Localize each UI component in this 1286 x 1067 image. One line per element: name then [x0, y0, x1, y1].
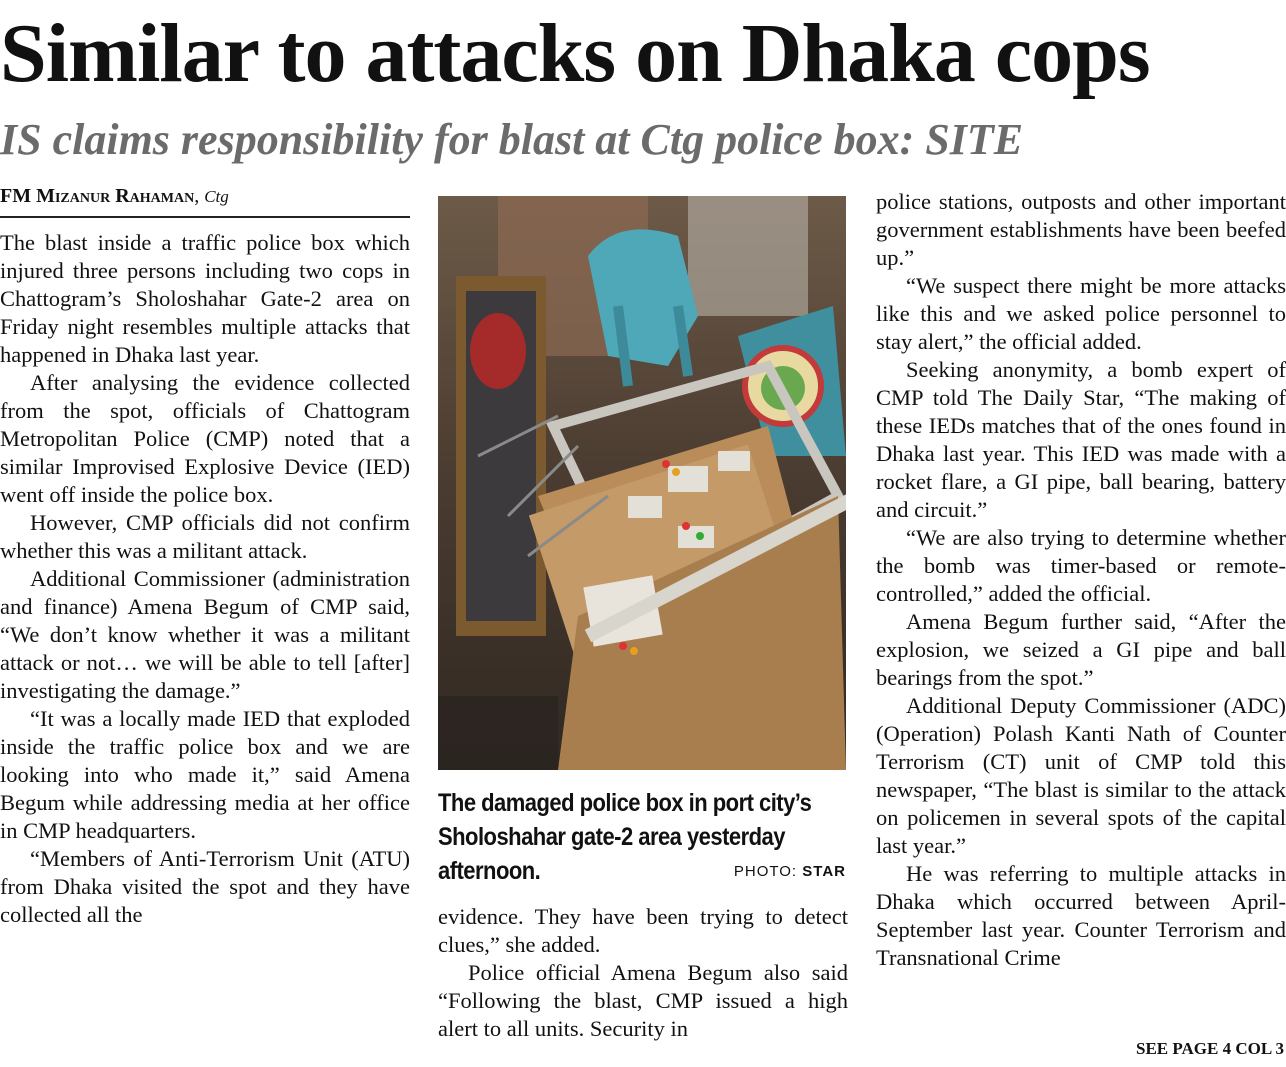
paragraph: Additional Deputy Commissioner (ADC) (Operation) Polash Kanti Nath of Counter Terrorism (CT) unit of CMP told this newspaper, “The blast is similar to the attack on policemen in several spots of the capital last year.”	[876, 693, 1286, 858]
photo-caption: The damaged police box in port city’s Sholoshahar gate-2 area yesterday afternoon.	[438, 789, 812, 885]
headline: Similar to attacks on Dhaka cops	[0, 7, 1150, 100]
damaged-police-box-photo	[438, 196, 846, 770]
paragraph: “Members of Anti-Terrorism Unit (ATU) from Dhaka visited the spot and they have collected all the	[0, 846, 410, 927]
photo-credit	[720, 863, 846, 880]
article-column-3	[876, 188, 1286, 1038]
paragraph: evidence. They have been trying to detect clues,” she added.	[438, 904, 848, 957]
byline-author: FM Mizanur Rahaman	[0, 185, 195, 207]
paragraph: Seeking anonymity, a bomb expert of CMP told The Daily Star, “The making of these IEDs matches that of the ones found in Dhaka last year. This IED was made with a rocket flare, a GI pipe, ball bearing, battery and circuit.”	[876, 357, 1286, 522]
paragraph: Police official Amena Begum also said “Following the blast, CMP issued a high alert to all units. Security in	[438, 960, 848, 1041]
paragraph: “It was a locally made IED that exploded inside the traffic police box and we are looking into who made it,” said Amena Begum while addressing media at her office in CMP headquarters.	[0, 706, 410, 843]
paragraph: Amena Begum further said, “After the explosion, we seized a GI pipe and ball bearings from the spot.”	[876, 609, 1286, 690]
article-column-1	[0, 229, 410, 1067]
paragraph: police stations, outposts and other important government establishments have been beefed up.”	[876, 189, 1286, 270]
paragraph: “We are also trying to determine whether the bomb was timer-based or remote-controlled,” added the official.	[876, 525, 1286, 606]
photo-credit-source: STAR	[802, 863, 846, 880]
byline-rule	[0, 216, 410, 218]
paragraph: He was referring to multiple attacks in Dhaka which occurred between April-September last year. Counter Terrorism and Transnational Crime	[876, 861, 1286, 970]
paragraph: “We suspect there might be more attacks like this and we asked police personnel to stay alert,” the official added.	[876, 273, 1286, 354]
subheadline: IS claims responsibility for blast at Ctg police box: SITE	[0, 115, 1024, 164]
photo-credit-prefix: PHOTO:	[733, 863, 798, 880]
news-photo	[438, 196, 846, 770]
byline-location: Ctg	[204, 187, 229, 206]
paragraph: After analysing the evidence collected from the spot, officials of Chattogram Metropolitan Police (CMP) noted that a similar Improvised Explosive Device (IED) went off inside the police box.	[0, 370, 410, 507]
byline	[0, 182, 410, 211]
continued-jump-line: SEE PAGE 4 COL 3	[1136, 1039, 1284, 1058]
byline-separator: ,	[194, 185, 200, 207]
paragraph: Additional Commissioner (administration and finance) Amena Begum of CMP said, “We don’t know whether it was a militant attack or not… we will be able to tell [after] investigating the damage.”	[0, 566, 410, 703]
article-column-2	[438, 903, 848, 1067]
paragraph: The blast inside a traffic police box which injured three persons including two cops in Chattogram’s Sholoshahar Gate-2 area on Friday night resembles multiple attacks that happened in Dhaka last year.	[0, 230, 410, 367]
paragraph: However, CMP officials did not confirm whether this was a militant attack.	[0, 510, 410, 563]
